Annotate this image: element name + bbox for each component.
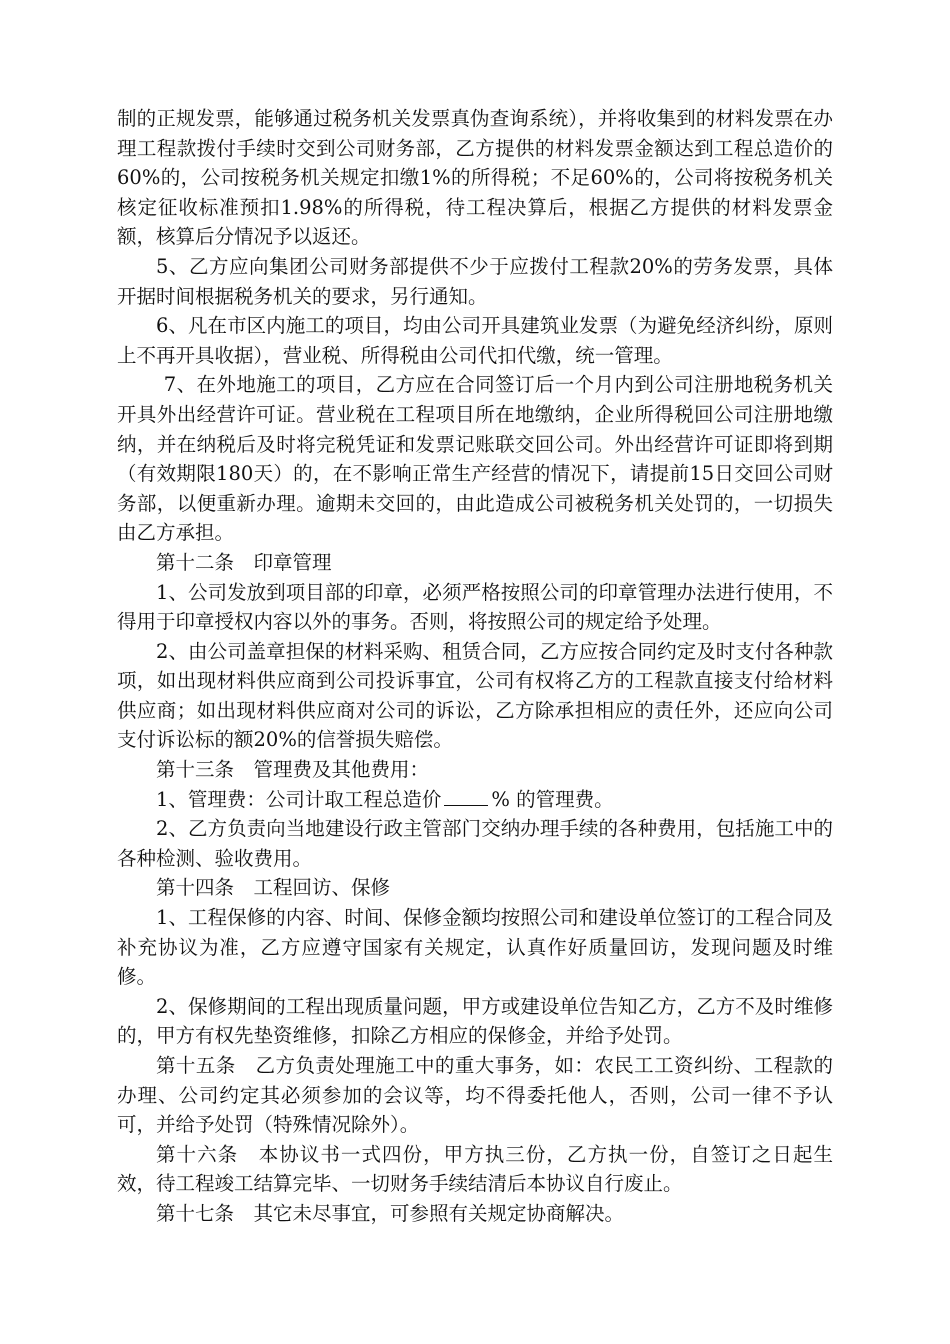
management-fee-text-after: % 的管理费。 <box>491 787 614 811</box>
clause-12-item-1: 1、公司发放到项目部的印章，必须严格按照公司的印章管理办法进行使用，不得用于印章授权内容以外的事务。否则，将按照公司的规定给予处理。 <box>117 580 833 634</box>
document-page <box>117 104 833 1229</box>
management-fee-text-before: 1、管理费：公司计取工程总造价 <box>156 787 442 811</box>
clause-12-heading: 第十二条 印章管理 <box>156 550 332 574</box>
management-fee-blank[interactable] <box>444 787 488 806</box>
clause-13-heading: 第十三条 管理费及其他费用： <box>156 758 430 782</box>
paragraph-continuation: 制的正规发票，能够通过税务机关发票真伪查询系统），并将收集到的材料发票在办理工程款拨付手续时交到公司财务部，乙方提供的材料发票金额达到工程总造价的60%的，公司按税务机关规定扣缴1%的所得税；不足60%的，公司将按税务机关核定征收标准预扣1.98%的所得税，待工程决算后，根据乙方提供的材料发票金额，核算后分情况予以返还。 <box>117 107 833 249</box>
clause-14-item-2: 2、保修期间的工程出现质量问题，甲方或建设单位告知乙方，乙方不及时维修的，甲方有权先垫资维修，扣除乙方相应的保修金，并给予处罚。 <box>117 994 833 1048</box>
clause-15: 第十五条 乙方负责处理施工中的重大事务，如：农民工工资纠纷、工程款的办理、公司约定其必须参加的会议等，均不得委托他人，否则，公司一律不予认可，并给予处罚（特殊情况除外）。 <box>117 1054 833 1137</box>
clause-13-item-2: 2、乙方负责向当地建设行政主管部门交纳办理手续的各种费用，包括施工中的各种检测、验收费用。 <box>117 817 833 870</box>
clause-16: 第十六条 本协议书一式四份，甲方执三份，乙方执一份，自签订之日起生效，待工程竣工结算完毕、一切财务手续结清后本协议自行废止。 <box>117 1142 833 1196</box>
clause-17: 第十七条 其它未尽事宜，可参照有关规定协商解决。 <box>156 1201 625 1225</box>
clause-11-item-7: 7、在外地施工的项目，乙方应在合同签订后一个月内到公司注册地税务机关开具外出经营许可证。营业税在工程项目所在地缴纳，企业所得税回公司注册地缴纳，并在纳税后及时将完税凭证和发票记账联交回公司。外出经营许可证即将到期（有效期限180天）的，在不影响正常生产经营的情况下，请提前15日交回公司财务部，以便重新办理。逾期未交回的，由此造成公司被税务机关处罚的，一切损失由乙方承担。 <box>117 373 833 545</box>
clause-14-heading: 第十四条 工程回访、保修 <box>156 876 391 900</box>
clause-12-item-2: 2、由公司盖章担保的材料采购、租赁合同，乙方应按合同约定及时支付各种款项，如出现材料供应商到公司投诉事宜，公司有权将乙方的工程款直接支付给材料供应商；如出现材料供应商对公司的诉讼，乙方除承担相应的责任外，还应向公司支付诉讼标的额20%的信誉损失赔偿。 <box>117 639 833 752</box>
clause-14-item-1: 1、工程保修的内容、时间、保修金额均按照公司和建设单位签订的工程合同及补充协议为准，乙方应遵守国家有关规定，认真作好质量回访，发现问题及时维修。 <box>117 906 833 989</box>
clause-13-item-1 <box>117 785 833 815</box>
clause-11-item-6: 6、凡在市区内施工的项目，均由公司开具建筑业发票（为避免经济纠纷，原则上不再开具收据），营业税、所得税由公司代扣代缴，统一管理。 <box>117 314 833 367</box>
clause-11-item-5: 5、乙方应向集团公司财务部提供不少于应拨付工程款20%的劳务发票，具体开据时间根据税务机关的要求，另行通知。 <box>117 254 833 308</box>
